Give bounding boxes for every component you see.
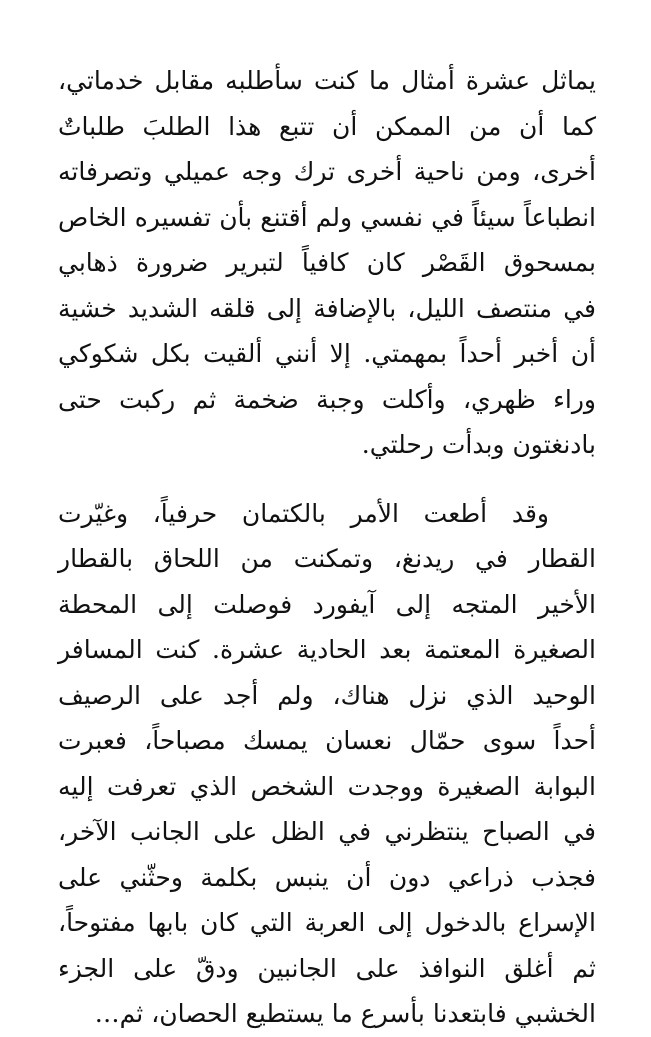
- paragraph-1: [58, 58, 596, 468]
- text-line: وقد أطعت الأمر بالكتمان حرفياً، وغيّرت: [58, 498, 549, 528]
- text-line: الوحيد الذي نزل هناك، ولم أجد على الرصيف: [58, 680, 596, 710]
- text-line: الإسراع بالدخول إلى العربة التي كان بابها مفتوحاً،: [58, 908, 596, 937]
- text-line: في منتصف الليل، بالإضافة إلى قلقه الشديد خشية: [58, 293, 596, 323]
- text-line: في الصباح ينتظرني في الظل على الجانب الآخر،: [58, 817, 596, 846]
- paragraph-2: [58, 491, 596, 1037]
- text-line: انطباعاً سيئاً في نفسي ولم أقتنع بأن تفسيره الخاص: [58, 202, 596, 232]
- text-line: أخرى، ومن ناحية أخرى ترك وجه عميلي وتصرفاته: [58, 157, 596, 186]
- text-line: بمسحوق القَصْر كان كافياً لتبرير ضرورة ذهابي: [58, 248, 596, 277]
- text-line: أن أخبر أحداً بمهمتي. إلا أنني ألقيت بكل شكوكي: [58, 339, 596, 368]
- text-line: وراء ظهري، وأكلت وجبة ضخمة ثم ركبت حتى: [58, 384, 596, 414]
- text-line: الصغيرة المعتمة بعد الحادية عشرة. كنت المسافر: [58, 635, 596, 664]
- text-line: كما أن من الممكن أن تتبع هذا الطلبَ طلباتٌ: [58, 111, 596, 141]
- text-line: بادنغتون وبدأت رحلتي.: [361, 430, 596, 459]
- text-line: ثم أغلق النوافذ على الجانبين ودقّ على الجزء: [58, 953, 596, 983]
- text-line: البوابة الصغيرة ووجدت الشخص الذي تعرفت إليه: [58, 771, 596, 801]
- text-line: فجذب ذراعي دون أن ينبس بكلمة وحثّني على: [58, 862, 596, 892]
- text-line: الخشبي فابتعدنا بأسرع ما يستطيع الحصان، ثم…: [94, 999, 596, 1028]
- text-line: يماثل عشرة أمثال ما كنت سأطلبه مقابل خدماتي،: [58, 66, 596, 95]
- text-line: أحداً سوى حمّال نعسان يمسك مصباحاً، فعبرت: [58, 726, 596, 755]
- text-line: الأخير المتجه إلى آيفورد فوصلت إلى المحطة: [58, 589, 596, 619]
- text-line: القطار في ريدنغ، وتمكنت من اللحاق بالقطار: [58, 544, 596, 573]
